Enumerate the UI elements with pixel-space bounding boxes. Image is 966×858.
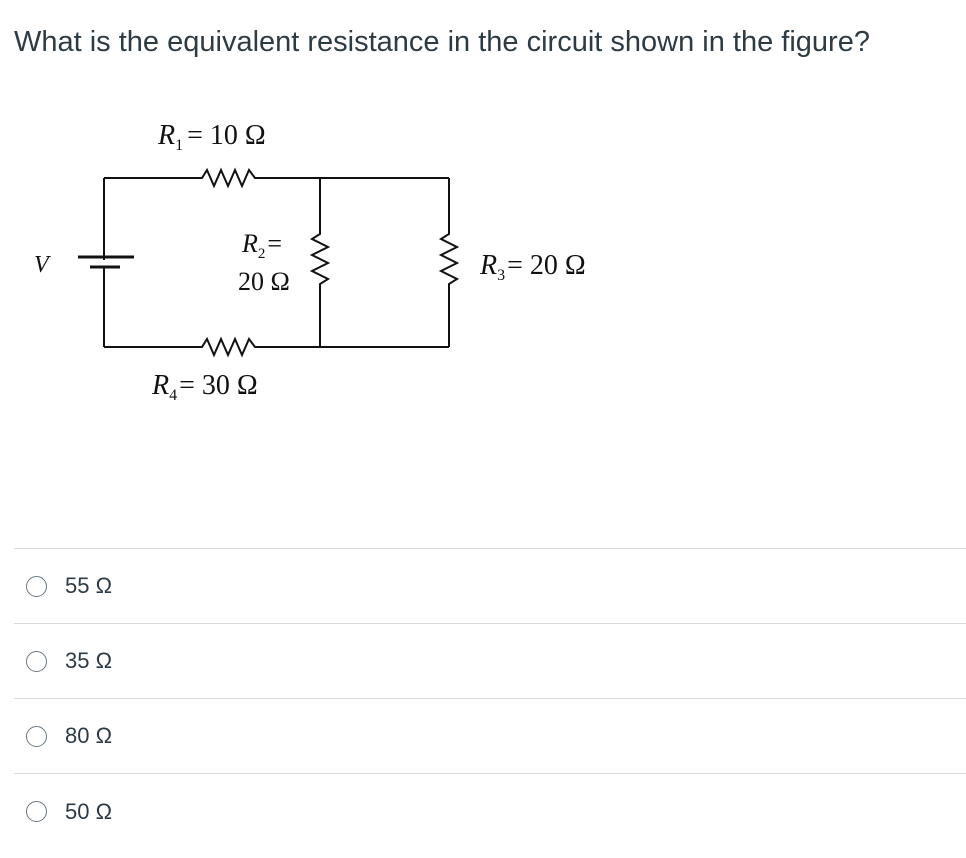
resistor-r4 [195, 339, 262, 355]
radio-button[interactable] [26, 576, 47, 597]
answer-option[interactable] [14, 623, 966, 698]
r3-label: $R_3= 20$ Ω [480, 250, 586, 284]
answer-label[interactable]: 55 Ω [65, 573, 113, 598]
answer-label[interactable]: 80 Ω [65, 723, 113, 748]
r1-label: $R_1 = 10$ Ω [158, 120, 266, 154]
answer-label[interactable]: 50 Ω [65, 798, 113, 824]
resistor-r1 [195, 170, 262, 186]
resistor-r3 [441, 228, 457, 290]
radio-button[interactable] [26, 651, 47, 672]
resistor-r2 [312, 228, 328, 290]
answer-list [14, 548, 966, 849]
question-text: What is the equivalent resistance in the circuit shown in the figure? [14, 26, 870, 58]
r4-label: $R_4= 30$ Ω [152, 370, 258, 404]
radio-button[interactable] [26, 801, 47, 822]
r2-label-line2: 20 Ω [238, 267, 290, 296]
circuit-diagram [0, 100, 700, 420]
radio-button[interactable] [26, 726, 47, 747]
battery-label: V [34, 252, 49, 278]
answer-label[interactable]: 35 Ω [65, 648, 113, 673]
answer-option[interactable] [14, 773, 966, 849]
answer-option[interactable] [14, 548, 966, 623]
answer-option[interactable] [14, 698, 966, 773]
r2-label-line1: $R_2=$ [242, 229, 283, 262]
